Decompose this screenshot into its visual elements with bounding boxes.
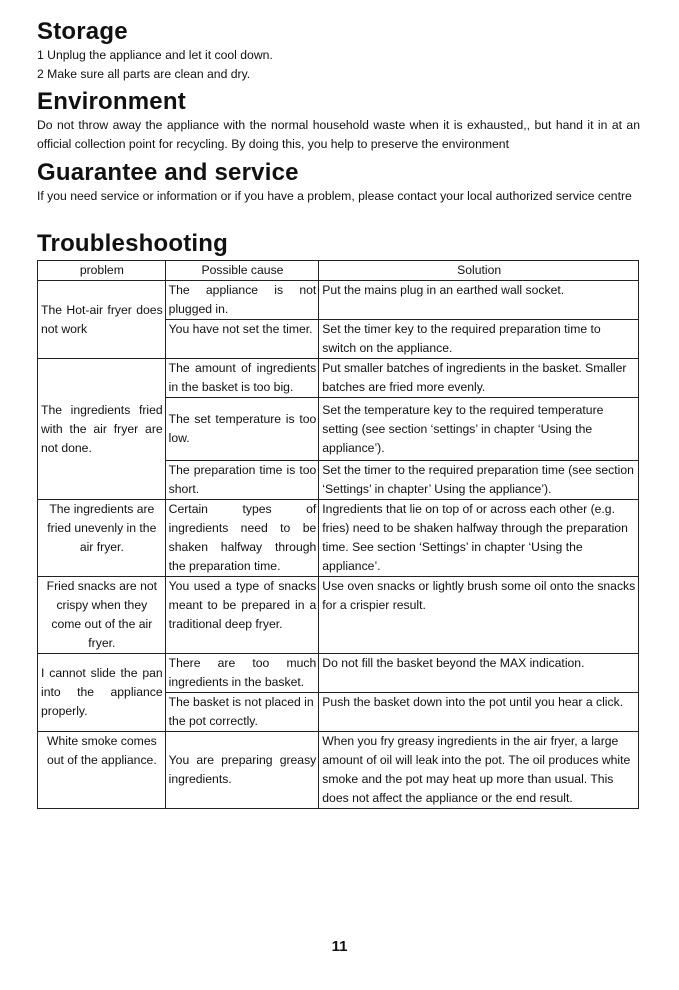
problem-cell: The Hot-air fryer does not work: [38, 281, 166, 359]
table-row: [38, 281, 639, 320]
cause-cell: The appliance is not plugged in.: [165, 281, 319, 320]
cause-cell: Certain types of ingredients need to be shaken halfway through the preparation time.: [165, 500, 319, 577]
table-header-row: [38, 261, 639, 281]
solution-cell: Push the basket down into the pot until you hear a click.: [319, 693, 639, 732]
problem-cell: Fried snacks are not crispy when they come out of the air fryer.: [38, 577, 166, 654]
environment-heading: Environment: [37, 88, 186, 115]
solution-cell: Put smaller batches of ingredients in the basket. Smaller batches are fried more evenly.: [319, 359, 639, 398]
cause-cell: The preparation time is too short.: [165, 461, 319, 500]
solution-cell: Set the timer to the required preparation time (see section ‘Settings’ in chapter’ Using the appliance’).: [319, 461, 639, 500]
solution-cell: Do not fill the basket beyond the MAX indication.: [319, 654, 639, 693]
manual-page: [37, 18, 640, 809]
storage-heading: Storage: [37, 18, 128, 45]
cause-cell: The amount of ingredients in the basket is too big.: [165, 359, 319, 398]
problem-cell: The ingredients fried with the air fryer are not done.: [38, 359, 166, 500]
solution-cell: Set the timer key to the required preparation time to switch on the appliance.: [319, 320, 639, 359]
storage-step-1: 1 Unplug the appliance and let it cool down.: [37, 48, 273, 62]
solution-cell: When you fry greasy ingredients in the air fryer, a large amount of oil will leak into the pot. The oil produces white smoke and the pot may heat up more than usual. This does not affect the appliance or the end result.: [319, 732, 639, 809]
problem-cell: I cannot slide the pan into the appliance properly.: [38, 654, 166, 732]
guarantee-text: If you need service or information or if you have a problem, please contact your local authorized service centre: [37, 189, 632, 203]
cause-cell: You used a type of snacks meant to be prepared in a traditional deep fryer.: [165, 577, 319, 654]
cause-cell: You are preparing greasy ingredients.: [165, 732, 319, 809]
problem-cell: The ingredients are fried unevenly in the air fryer.: [38, 500, 166, 577]
troubleshooting-table: [37, 260, 639, 809]
table-row: [38, 359, 639, 398]
environment-text: Do not throw away the appliance with the normal household waste when it is exhausted,, but hand it in at an official collection point for recycling. By doing this, you help to preserve the environment: [37, 118, 640, 151]
header-solution: Solution: [319, 261, 639, 281]
cause-cell: The set temperature is too low.: [165, 398, 319, 461]
header-cause: Possible cause: [165, 261, 319, 281]
storage-step-2: 2 Make sure all parts are clean and dry.: [37, 67, 251, 81]
table-row: [38, 654, 639, 693]
cause-cell: The basket is not placed in the pot correctly.: [165, 693, 319, 732]
guarantee-heading: Guarantee and service: [37, 159, 299, 186]
table-row: [38, 732, 639, 809]
troubleshooting-heading: Troubleshooting: [37, 230, 228, 257]
solution-cell: Ingredients that lie on top of or across each other (e.g. fries) need to be shaken halfway through the preparation time. See section ‘Settings’ in chapter ‘Using the appliance’.: [319, 500, 639, 577]
cause-cell: There are too much ingredients in the basket.: [165, 654, 319, 693]
problem-cell: White smoke comes out of the appliance.: [38, 732, 166, 809]
cause-cell: You have not set the timer.: [165, 320, 319, 359]
page-number: 11: [331, 938, 348, 955]
table-row: [38, 500, 639, 577]
table-row: [38, 577, 639, 654]
header-problem: problem: [38, 261, 166, 281]
solution-cell: Put the mains plug in an earthed wall socket.: [319, 281, 639, 320]
solution-cell: Set the temperature key to the required temperature setting (see section ‘settings’ in chapter ‘Using the appliance’).: [319, 398, 639, 461]
solution-cell: Use oven snacks or lightly brush some oil onto the snacks for a crispier result.: [319, 577, 639, 654]
